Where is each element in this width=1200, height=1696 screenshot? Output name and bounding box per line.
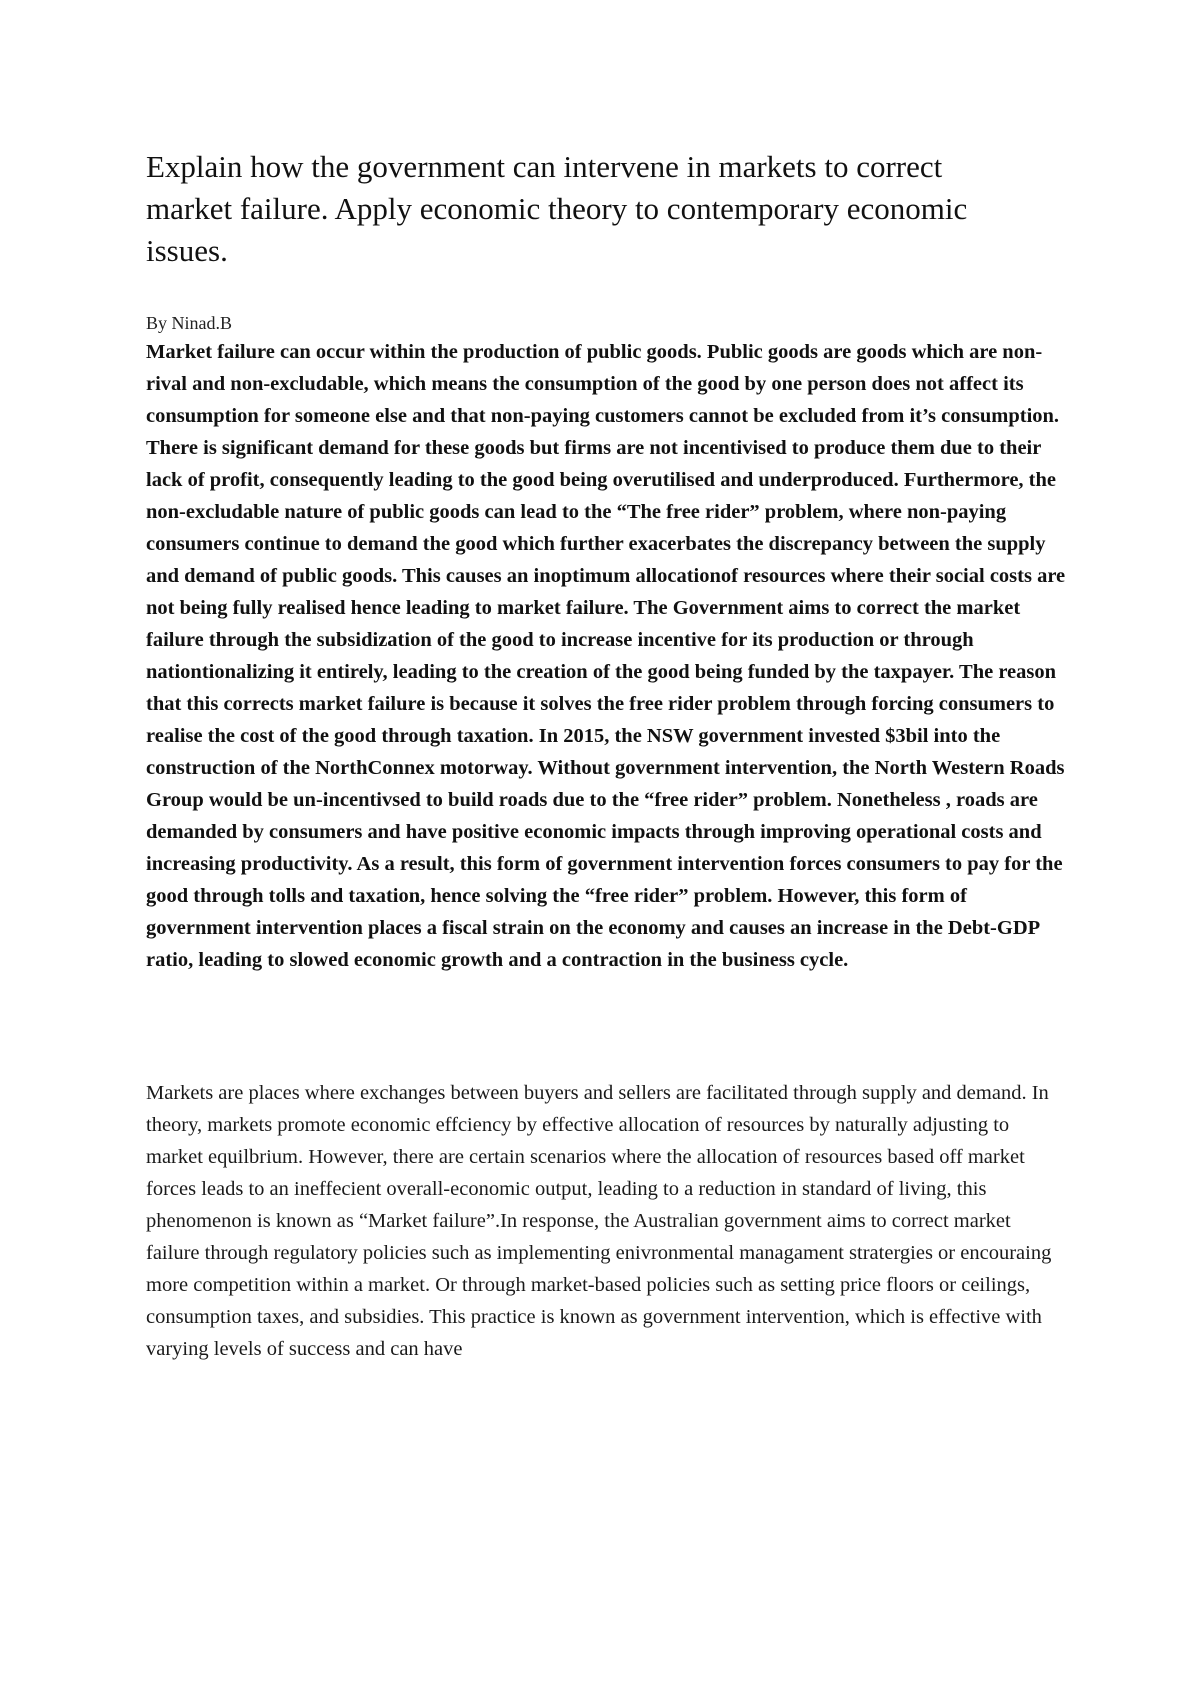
author-line: By Ninad.B (146, 313, 233, 333)
document-content (146, 146, 1066, 1365)
document-title: Explain how the government can intervene in markets to correct market failure. Apply economic theory to contemporary economic issues. (146, 149, 968, 268)
body-paragraph-introduction: Markets are places where exchanges between buyers and sellers are facilitated through supply and demand. In theory, markets promote economic effciency by effective allocation of resources by naturally adjusting to market equilbrium. However, there are certain scenarios where the allocation of resources based off market forces leads to an ineffecient overall-economic output, leading to a reduction in standard of living, this phenomenon is known as “Market failure”.In response, the Australian government aims to correct market failure through regulatory policies such as implementing enivronmental managament stratergies or encouraing more competition within a market. Or through market-based policies such as setting price floors or ceilings, consumption taxes, and subsidies. This practice is known as government intervention, which is effective with varying levels of success and can have (146, 1082, 1052, 1360)
body-paragraph-public-goods: Market failure can occur within the production of public goods. Public goods are goods which are non-rival and non-excludable, which means the consumption of the good by one person does not affect its consumption for someone else and that non-paying customers cannot be excluded from it’s consumption. There is significant demand for these goods but firms are not incentivised to produce them due to their lack of profit, consequently leading to the good being overutilised and underproduced. Furthermore, the non-excludable nature of public goods can lead to the “The free rider” problem, where non-paying consumers continue to demand the good which further exacerbates the discrepancy between the supply and demand of public goods. This causes an inoptimum allocationof resources where their social costs are not being fully realised hence leading to market failure. The Government aims to correct the market failure through the subsidization of the good to increase incentive for its production or through nationtionalizing it entirely, leading to the creation of the good being funded by the taxpayer. The reason that this corrects market failure is because it solves the free rider problem through forcing consumers to realise the cost of the good through taxation. In 2015, the NSW government invested $3bil into the construction of the NorthConnex motorway. Without government intervention, the North Western Roads Group would be un-incentivsed to build roads due to the “free rider” problem. Nonetheless , roads are demanded by consumers and have positive economic impacts through improving operational costs and increasing productivity. As a result, this form of government intervention forces consumers to pay for the good through tolls and taxation, hence solving the “free rider” problem. However, this form of government intervention places a fiscal strain on the economy and causes an increase in the Debt-GDP ratio, leading to slowed economic growth and a contraction in the business cycle. (146, 341, 1066, 971)
